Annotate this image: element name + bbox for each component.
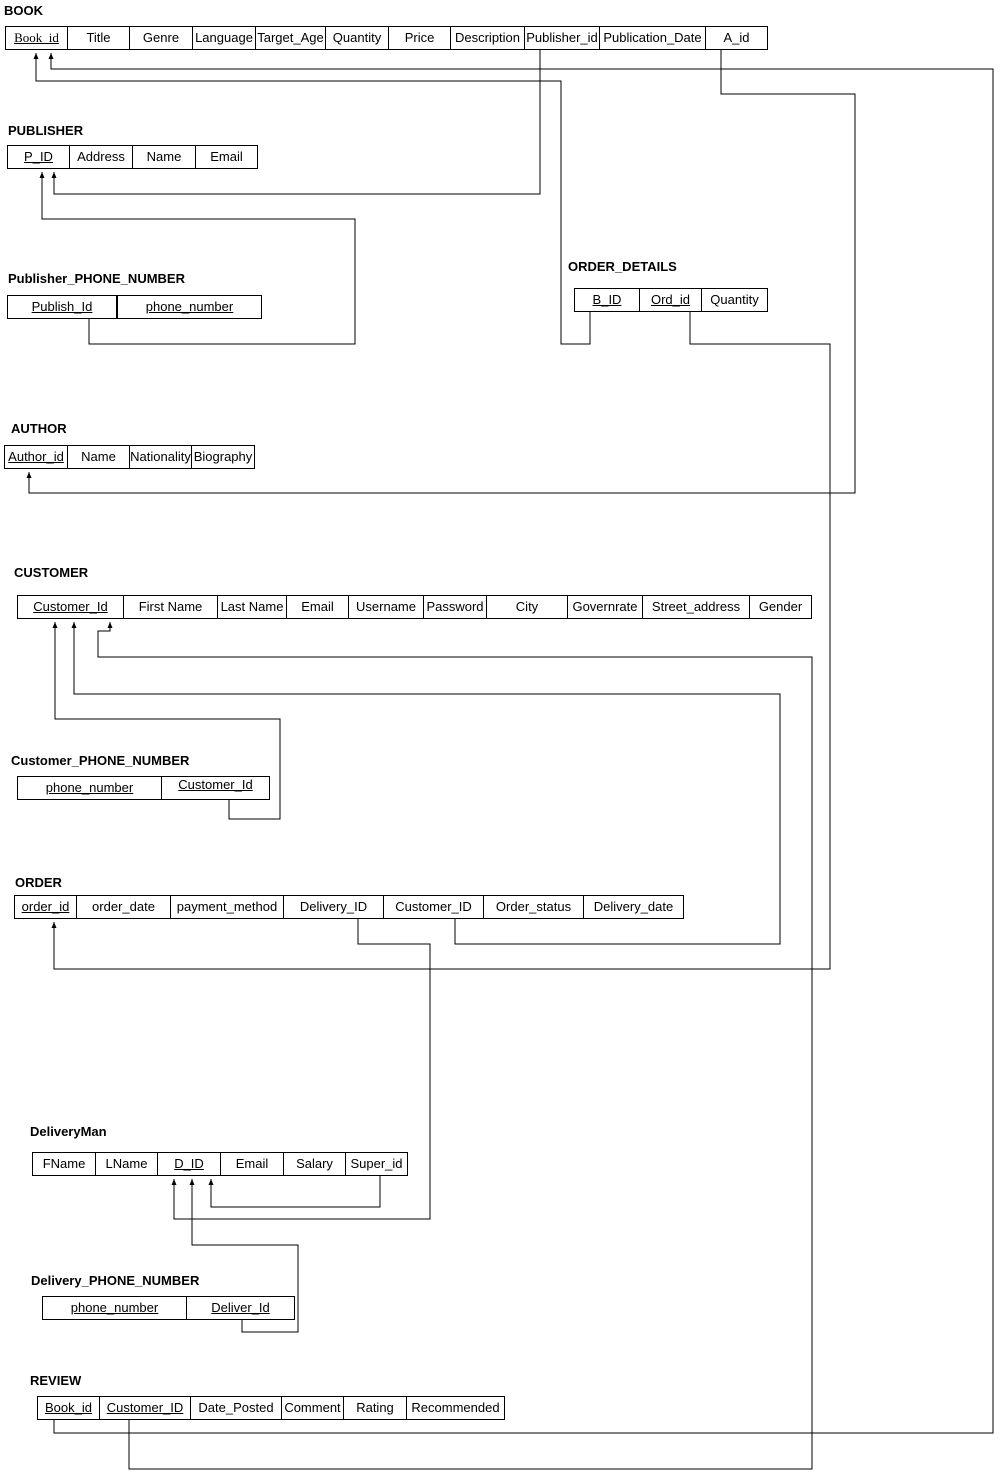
order-col-delivery-id: Delivery_ID xyxy=(283,895,384,919)
deliveryman-col-salary: Salary xyxy=(283,1152,346,1176)
table-title-delivery-phone-number: Delivery_PHONE_NUMBER xyxy=(31,1273,200,1288)
customer-phone-to-customer-customer-id-arrowhead-icon xyxy=(53,622,58,628)
author-col-nationality: Nationality xyxy=(129,445,192,469)
review-book-id-to-book-book-id-arrowhead-icon xyxy=(49,53,54,59)
order-col-order-id: order_id xyxy=(14,895,77,919)
customer-col-customer-id: Customer_Id xyxy=(17,595,124,619)
book-col-price: Price xyxy=(388,26,451,50)
customer-phone-col-phone-number: phone_number xyxy=(17,776,162,800)
review-customer-id-to-customer-customer-id-arrowhead-icon xyxy=(108,622,113,628)
order-details-col-quantity: Quantity xyxy=(701,288,768,312)
publisher-phone-col-phone-number: phone_number xyxy=(117,295,262,319)
publisher-col-address: Address xyxy=(69,145,133,169)
deliveryman-super-id-to-deliveryman-d-id-line xyxy=(211,1176,380,1207)
customer-col-last-name: Last Name xyxy=(217,595,287,619)
table-title-author: AUTHOR xyxy=(11,421,67,436)
book-col-publication-date: Publication_Date xyxy=(599,26,706,50)
book-col-language: Language xyxy=(192,26,256,50)
order-delivery-id-to-deliveryman-d-id-arrowhead-icon xyxy=(172,1179,177,1185)
delivery-phone-col-deliver-id: Deliver_Id xyxy=(186,1296,295,1320)
book-col-title: Title xyxy=(67,26,130,50)
book-publisher-id-to-publisher-p-id-line xyxy=(54,50,540,194)
customer-col-gender: Gender xyxy=(749,595,812,619)
table-title-publisher-phone-number: Publisher_PHONE_NUMBER xyxy=(8,271,185,286)
order-details-ord-id-to-order-order-id-line xyxy=(54,312,830,969)
deliveryman-super-id-to-deliveryman-d-id-arrowhead-icon xyxy=(209,1179,214,1185)
book-col-publisher-id: Publisher_id xyxy=(524,26,600,50)
order-col-customer-id: Customer_ID xyxy=(383,895,484,919)
publisher-phone-col-publish-id: Publish_Id xyxy=(7,295,117,319)
order-col-order-status: Order_status xyxy=(483,895,584,919)
order-col-payment-method: payment_method xyxy=(170,895,284,919)
table-title-order: ORDER xyxy=(15,875,62,890)
delivery-phone-col-phone-number: phone_number xyxy=(42,1296,187,1320)
author-col-author-id: Author_id xyxy=(4,445,68,469)
order-col-delivery-date: Delivery_date xyxy=(583,895,684,919)
publisher-col-name: Name xyxy=(132,145,196,169)
review-col-rating: Rating xyxy=(343,1396,407,1420)
deliveryman-col-lname: LName xyxy=(95,1152,158,1176)
customer-col-governrate: Governrate xyxy=(567,595,643,619)
table-title-publisher: PUBLISHER xyxy=(8,123,84,138)
book-col-target-age: Target_Age xyxy=(255,26,326,50)
customer-col-street-address: Street_address xyxy=(642,595,750,619)
order-details-col-b-id: B_ID xyxy=(574,288,640,312)
customer-col-password: Password xyxy=(423,595,487,619)
order-details-ord-id-to-order-order-id-arrowhead-icon xyxy=(52,922,57,928)
book-a-id-to-author-author-id-arrowhead-icon xyxy=(27,472,32,478)
order-customer-id-to-customer-customer-id-arrowhead-icon xyxy=(72,622,77,628)
book-col-a-id: A_id xyxy=(705,26,768,50)
review-col-recommended: Recommended xyxy=(406,1396,505,1420)
order-details-b-id-to-book-book-id-arrowhead-icon xyxy=(34,53,39,59)
review-col-comment: Comment xyxy=(281,1396,344,1420)
table-title-customer: CUSTOMER xyxy=(14,565,89,580)
customer-phone-col-customer-id: Customer_Id xyxy=(161,776,270,800)
order-col-order-date: order_date xyxy=(76,895,171,919)
deliveryman-col-super-id: Super_id xyxy=(345,1152,408,1176)
deliveryman-col-email: Email xyxy=(220,1152,284,1176)
table-title-book: BOOK xyxy=(4,3,43,18)
publisher-phone-to-publisher-p-id-arrowhead-icon xyxy=(40,172,45,178)
table-title-customer-phone-number: Customer_PHONE_NUMBER xyxy=(11,753,190,768)
publisher-col-p-id: P_ID xyxy=(7,145,70,169)
book-col-book-id: Book_id xyxy=(5,26,68,50)
review-customer-id-to-customer-customer-id-line xyxy=(98,622,812,1469)
author-col-name: Name xyxy=(67,445,130,469)
table-title-review: REVIEW xyxy=(30,1373,82,1388)
order-details-col-ord-id: Ord_id xyxy=(639,288,702,312)
review-col-date-posted: Date_Posted xyxy=(190,1396,282,1420)
table-title-order-details: ORDER_DETAILS xyxy=(568,259,677,274)
book-publisher-id-to-publisher-p-id-arrowhead-icon xyxy=(52,172,57,178)
customer-col-city: City xyxy=(486,595,568,619)
table-title-deliveryman: DeliveryMan xyxy=(30,1124,107,1139)
book-col-quantity: Quantity xyxy=(325,26,389,50)
deliveryman-col-d-id: D_ID xyxy=(157,1152,221,1176)
customer-col-username: Username xyxy=(348,595,424,619)
review-col-book-id: Book_id xyxy=(37,1396,100,1420)
deliveryman-col-fname: FName xyxy=(32,1152,96,1176)
publisher-col-email: Email xyxy=(195,145,258,169)
delivery-phone-to-deliveryman-d-id-arrowhead-icon xyxy=(190,1179,195,1185)
customer-col-email: Email xyxy=(286,595,349,619)
review-col-customer-id: Customer_ID xyxy=(99,1396,191,1420)
book-col-genre: Genre xyxy=(129,26,193,50)
book-col-description: Description xyxy=(450,26,525,50)
customer-col-first-name: First Name xyxy=(123,595,218,619)
author-col-biography: Biography xyxy=(191,445,255,469)
